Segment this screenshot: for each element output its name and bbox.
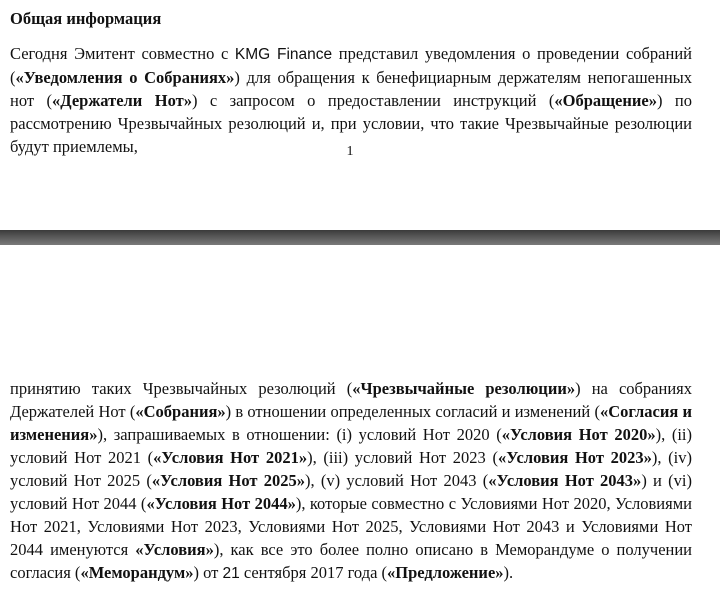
text-run: ) и (vi) условий Нот 2044 ( [10, 471, 692, 513]
defined-term: «Условия» [135, 540, 214, 559]
text-run: ) с запросом о предоставлении инструкций ( [191, 91, 555, 110]
text-run: ) в отношении определенных согласий и изменений ( [225, 402, 600, 421]
page-separator [0, 230, 720, 245]
defined-term: «Условия Нот 2023» [497, 448, 652, 467]
text-run: ), (iii) условий Нот 2023 ( [307, 448, 498, 467]
defined-term: «Держатели Нот» [52, 91, 192, 110]
page-number: 1 [346, 144, 354, 159]
text-run: ), (ii) условий Нот 2021 ( [10, 425, 692, 467]
text-run: ), (iv) условий Нот 2025 ( [10, 448, 692, 490]
text-run: принятию таких Чрезвычайных резолюций ( [10, 379, 353, 398]
defined-term: «Собрания» [135, 402, 226, 421]
defined-term: «Уведомления о Собраниях» [15, 68, 235, 87]
text-run: ), запрашиваемых в отношении: (i) условий Нот 2020 ( [97, 425, 502, 444]
defined-term: «Обращение» [554, 91, 657, 110]
defined-term: «Условия Нот 2020» [501, 425, 656, 444]
defined-term: «Условия Нот 2025» [151, 471, 305, 490]
text-run: ), как все это более полно описано в Меморандуме о получении согласия ( [10, 540, 693, 582]
text-run: ) от [193, 563, 223, 582]
text-run: ) для обращения к бенефициарным держателям непогашенных нот ( [10, 68, 692, 110]
text-run: ) по рассмотрению Чрезвычайных резолюций и, при условии, что такие Чрезвычайные резолюции будут приемлемы, [10, 91, 692, 156]
defined-term: «Условия Нот 2043» [488, 471, 642, 490]
section-heading: Общая информация [10, 9, 162, 28]
defined-term: «Предложение» [387, 563, 504, 582]
document-page-1 [0, 0, 720, 230]
defined-term: «Чрезвычайные резолюции» [352, 379, 576, 398]
defined-term: «Меморандум» [80, 563, 194, 582]
paragraph-intro [10, 42, 692, 158]
paragraph-continued [10, 377, 692, 585]
text-run: ), (v) условий Нот 2043 ( [304, 471, 489, 490]
text-run: KMG Finance [234, 46, 333, 63]
text-run: 21 [222, 565, 240, 582]
defined-term: «Условия Нот 2021» [153, 448, 308, 467]
text-run: представил уведомления о проведении собраний ( [10, 44, 692, 87]
text-run: Сегодня Эмитент совместно с [10, 44, 235, 63]
text-run: ) на собраниях Держателей Нот ( [10, 379, 692, 421]
text-run: ), которые совместно с Условиями Нот 2020, Условиями Нот 2021, Условиями Нот 2023, Условиями Нот 2025, Условиями Нот 2043 и Условиями Нот 2044 именуются [10, 494, 692, 559]
defined-term: «Условия Нот 2044» [146, 494, 296, 513]
text-run: ). [503, 563, 514, 582]
text-run: сентября 2017 года ( [239, 563, 388, 582]
defined-term: «Согласия и изменения» [10, 402, 693, 444]
